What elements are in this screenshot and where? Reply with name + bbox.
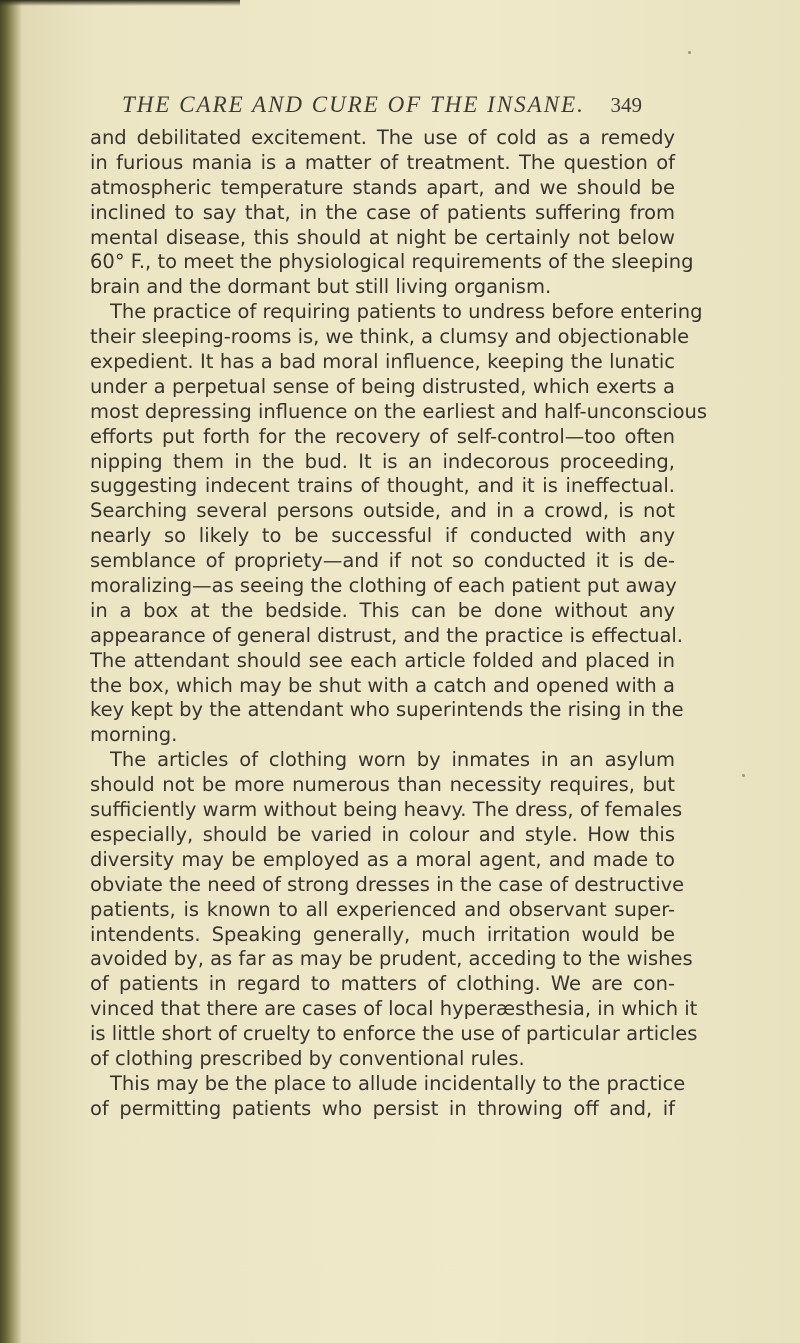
- text-line: morning.: [90, 723, 178, 747]
- paragraph-start: The articles of clothing worn by inmates in an asylum: [110, 748, 675, 772]
- text-line: patients, is known to all experienced and observant super-: [90, 897, 675, 921]
- spine-shadow: [0, 0, 22, 1343]
- text-line: their sleeping-rooms is, we think, a clumsy and objectionable: [90, 325, 690, 349]
- text-line: efforts put forth for the recovery of self-control—too often: [90, 424, 675, 448]
- text-line: appearance of general distrust, and the practice is effectual.: [90, 623, 684, 647]
- text-line: The attendant should see each article folded and placed in: [90, 648, 675, 672]
- page-top-edge: [0, 0, 240, 6]
- text-line: nearly so likely to be successful if conducted with any: [90, 524, 675, 548]
- text-line: under a perpetual sense of being distrusted, which exerts a: [90, 374, 675, 398]
- text-line: brain and the dormant but still living organism.: [90, 275, 552, 299]
- text-line: mental disease, this should at night be certainly not below: [90, 225, 675, 249]
- text-line: Searching several persons outside, and in a crowd, is not: [90, 499, 675, 523]
- text-line: nipping them in the bud. It is an indecorous proceeding,: [90, 449, 675, 473]
- text-line: most depressing influence on the earliest and half-unconscious: [90, 399, 708, 423]
- text-line: of permitting patients who persist in throwing off and, if: [90, 1096, 675, 1120]
- paper-speck: [688, 51, 691, 54]
- text-line: semblance of propriety—and if not so conducted it is de-: [90, 549, 675, 573]
- text-line: avoided by, as far as may be prudent, acceding to the wishes: [90, 947, 693, 971]
- paragraph-start: This may be the place to allude incidentally to the practice: [110, 1071, 686, 1095]
- paper-speck: [742, 774, 745, 777]
- text-line: vinced that there are cases of local hyperæsthesia, in which it: [90, 997, 698, 1021]
- text-line: in a box at the bedside. This can be done without any: [90, 598, 675, 622]
- text-line: key kept by the attendant who superintends the rising in the: [90, 698, 684, 722]
- text-line: especially, should be varied in colour and style. How this: [90, 822, 675, 846]
- text-line: suggesting indecent trains of thought, and it is ineffectual.: [90, 474, 675, 498]
- header-title: THE CARE AND CURE OF THE INSANE.: [122, 92, 585, 117]
- text-line: expedient. It has a bad moral influence, keeping the lunatic: [90, 350, 675, 374]
- body-text: [90, 126, 708, 1122]
- text-line: diversity may be employed as a moral agent, and made to: [90, 847, 675, 871]
- text-line: moralizing—as seeing the clothing of each patient put away: [90, 574, 677, 598]
- text-line: in furious mania is a matter of treatment. The question of: [90, 150, 675, 174]
- running-head: [122, 92, 642, 122]
- text-line: of clothing prescribed by conventional rules.: [90, 1046, 525, 1070]
- paragraph-start: The practice of requiring patients to undress before entering: [110, 300, 703, 324]
- text-line: is little short of cruelty to enforce the use of particular articles: [90, 1022, 698, 1046]
- text-line: atmospheric temperature stands apart, and we should be: [90, 175, 675, 199]
- page-number: 349: [610, 93, 642, 117]
- text-line: inclined to say that, in the case of patients suffering from: [90, 200, 675, 224]
- text-line: the box, which may be shut with a catch and opened with a: [90, 673, 675, 697]
- text-line: and debilitated excitement. The use of cold as a remedy: [90, 126, 675, 149]
- text-line: 60° F., to meet the physiological requirements of the sleeping: [90, 250, 694, 274]
- text-line: of patients in regard to matters of clothing. We are con-: [90, 972, 675, 996]
- text-line: intendents. Speaking generally, much irritation would be: [90, 922, 675, 946]
- text-line: obviate the need of strong dresses in the case of destructive: [90, 872, 685, 896]
- text-line: sufficiently warm without being heavy. The dress, of females: [90, 798, 683, 822]
- text-line: should not be more numerous than necessity requires, but: [90, 773, 675, 797]
